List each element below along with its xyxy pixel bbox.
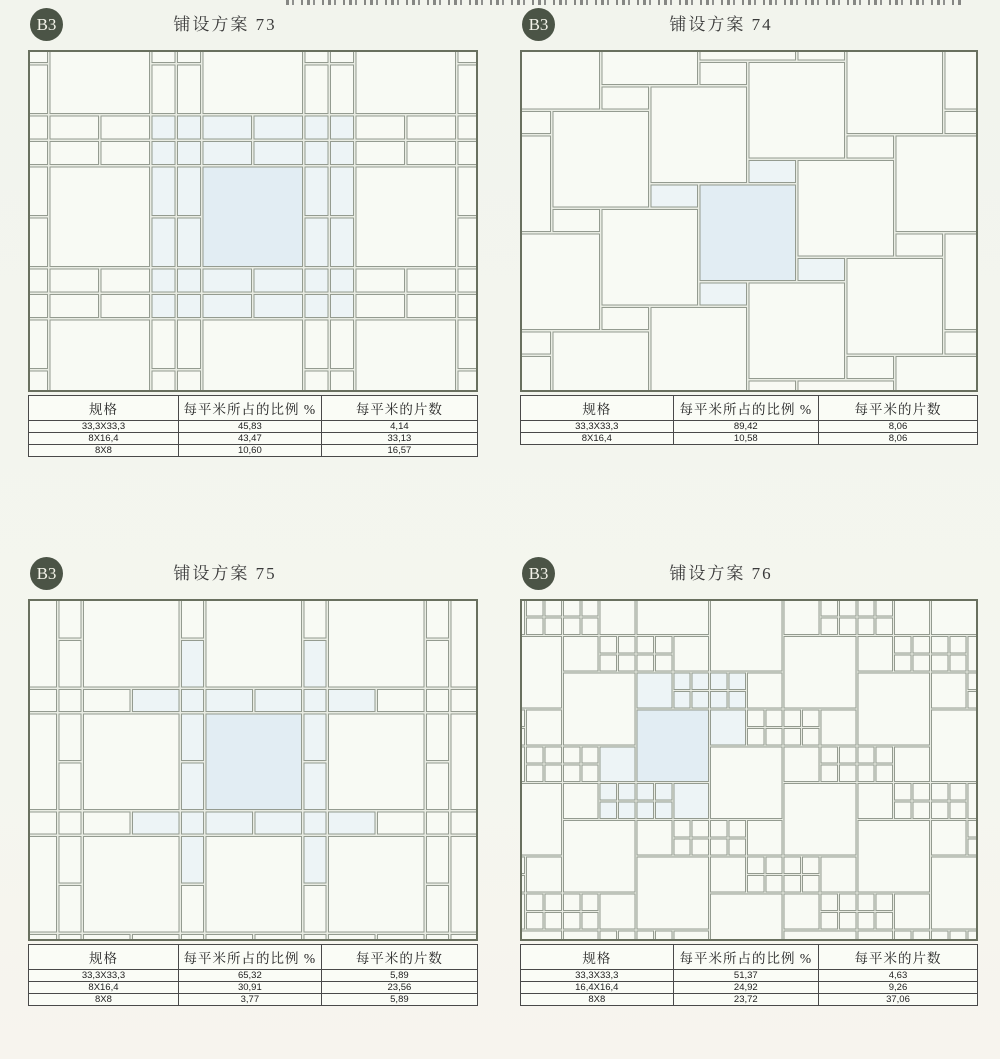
count-cell: 9,26 bbox=[818, 982, 977, 994]
count-cell: 5,89 bbox=[321, 970, 477, 982]
table-row bbox=[29, 421, 478, 433]
column-header: 规格 bbox=[29, 945, 179, 970]
cropped-text-strip bbox=[286, 0, 962, 5]
table-row bbox=[521, 421, 978, 433]
plan-title: 铺设方案 74 bbox=[669, 15, 773, 34]
count-cell: 16,57 bbox=[321, 445, 477, 457]
table-row bbox=[29, 433, 478, 445]
size-cell: 33,3X33,3 bbox=[29, 970, 179, 982]
ratio-cell: 30,91 bbox=[178, 982, 321, 994]
size-cell: 33,3X33,3 bbox=[521, 970, 674, 982]
count-cell: 8,06 bbox=[818, 421, 977, 433]
count-cell: 5,89 bbox=[321, 994, 477, 1006]
table-header-row bbox=[29, 396, 478, 421]
column-header: 每平米所占的比例 % bbox=[178, 945, 321, 970]
ratio-cell: 51,37 bbox=[673, 970, 818, 982]
plan-title: 铺设方案 73 bbox=[173, 15, 277, 34]
table-row bbox=[29, 970, 478, 982]
section-header bbox=[520, 8, 978, 50]
spec-table bbox=[520, 944, 978, 1006]
column-header: 规格 bbox=[29, 396, 179, 421]
plan-section-75 bbox=[28, 557, 478, 1006]
ratio-cell: 24,92 bbox=[673, 982, 818, 994]
size-cell: 8X8 bbox=[29, 445, 179, 457]
count-cell: 4,14 bbox=[321, 421, 477, 433]
table-header-row bbox=[521, 945, 978, 970]
tile-pattern-diagram bbox=[520, 599, 978, 941]
size-cell: 8X16,4 bbox=[29, 433, 179, 445]
plan-section-74 bbox=[520, 8, 978, 445]
tile-pattern-diagram bbox=[28, 50, 478, 392]
size-cell: 8X8 bbox=[29, 994, 179, 1006]
ratio-cell: 23,72 bbox=[673, 994, 818, 1006]
series-badge: B3 bbox=[30, 8, 63, 41]
spec-table bbox=[28, 944, 478, 1006]
table-header-row bbox=[521, 396, 978, 421]
plan-section-73 bbox=[28, 8, 478, 457]
column-header: 每平米的片数 bbox=[818, 945, 977, 970]
series-badge: B3 bbox=[522, 557, 555, 590]
size-cell: 8X16,4 bbox=[521, 433, 674, 445]
column-header: 每平米所占的比例 % bbox=[673, 396, 818, 421]
tile-pattern-diagram bbox=[520, 50, 978, 392]
count-cell: 4,63 bbox=[818, 970, 977, 982]
ratio-cell: 3,77 bbox=[178, 994, 321, 1006]
series-badge: B3 bbox=[30, 557, 63, 590]
ratio-cell: 10,58 bbox=[673, 433, 818, 445]
column-header: 每平米的片数 bbox=[818, 396, 977, 421]
count-cell: 8,06 bbox=[818, 433, 977, 445]
size-cell: 16,4X16,4 bbox=[521, 982, 674, 994]
size-cell: 8X16,4 bbox=[29, 982, 179, 994]
table-header-row bbox=[29, 945, 478, 970]
section-header bbox=[520, 557, 978, 599]
plan-title: 铺设方案 75 bbox=[173, 564, 277, 583]
column-header: 每平米所占的比例 % bbox=[673, 945, 818, 970]
table-row bbox=[29, 445, 478, 457]
ratio-cell: 45,83 bbox=[178, 421, 321, 433]
section-header bbox=[28, 557, 478, 599]
ratio-cell: 89,42 bbox=[673, 421, 818, 433]
plan-title: 铺设方案 76 bbox=[669, 564, 773, 583]
tile-pattern-diagram bbox=[28, 599, 478, 941]
column-header: 每平米的片数 bbox=[321, 396, 477, 421]
table-row bbox=[521, 994, 978, 1006]
table-row bbox=[521, 970, 978, 982]
table-row bbox=[29, 982, 478, 994]
spec-table bbox=[520, 395, 978, 445]
column-header: 规格 bbox=[521, 945, 674, 970]
ratio-cell: 43,47 bbox=[178, 433, 321, 445]
spec-table bbox=[28, 395, 478, 457]
column-header: 每平米所占的比例 % bbox=[178, 396, 321, 421]
section-header bbox=[28, 8, 478, 50]
series-badge: B3 bbox=[522, 8, 555, 41]
column-header: 规格 bbox=[521, 396, 674, 421]
size-cell: 33,3X33,3 bbox=[521, 421, 674, 433]
column-header: 每平米的片数 bbox=[321, 945, 477, 970]
size-cell: 33,3X33,3 bbox=[29, 421, 179, 433]
table-row bbox=[521, 433, 978, 445]
ratio-cell: 65,32 bbox=[178, 970, 321, 982]
table-row bbox=[521, 982, 978, 994]
count-cell: 37,06 bbox=[818, 994, 977, 1006]
count-cell: 33,13 bbox=[321, 433, 477, 445]
size-cell: 8X8 bbox=[521, 994, 674, 1006]
table-row bbox=[29, 994, 478, 1006]
plan-section-76 bbox=[520, 557, 978, 1006]
ratio-cell: 10,60 bbox=[178, 445, 321, 457]
count-cell: 23,56 bbox=[321, 982, 477, 994]
